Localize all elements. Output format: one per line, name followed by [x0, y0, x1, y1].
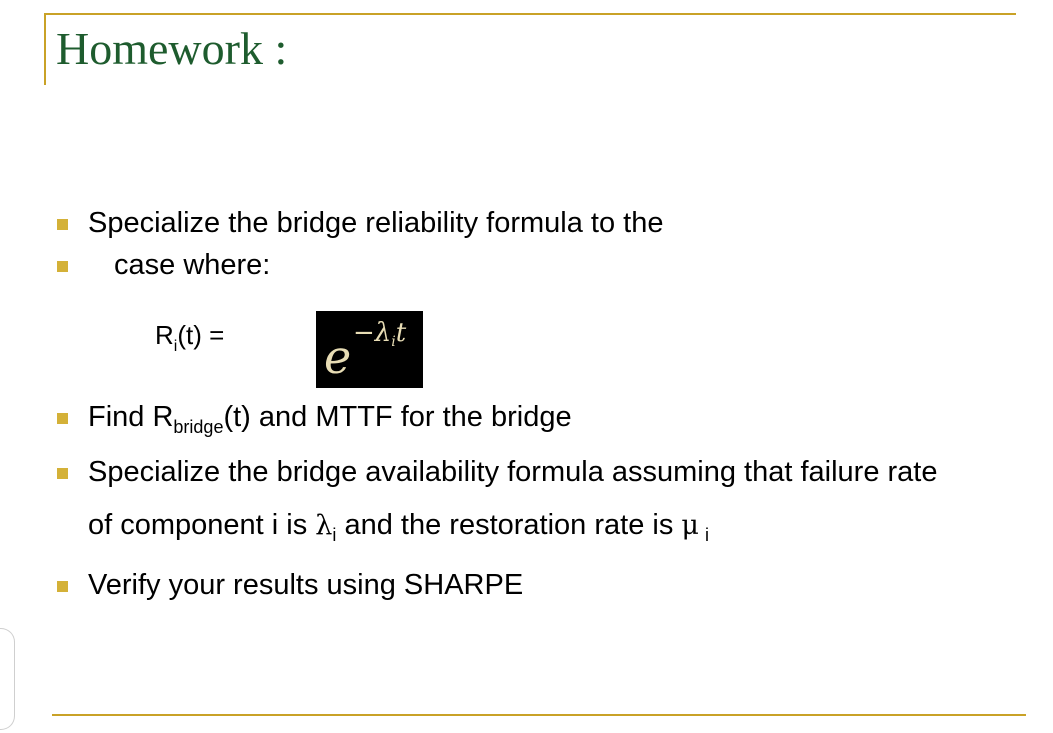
b3-sub: bridge	[173, 417, 224, 437]
bullet-text-2: case where:	[114, 249, 271, 281]
mu-symbol: μ	[681, 510, 699, 541]
left-rule	[44, 13, 46, 85]
formula-lhs-r: R	[155, 320, 174, 350]
formula-exp-pre: −λ	[353, 318, 392, 348]
bullet-marker	[57, 261, 68, 272]
formula-exponent	[353, 318, 407, 350]
bullet-text-4a: Specialize the bridge availability formula assuming that failure rate	[88, 456, 938, 488]
b4-mid: and the restoration rate is	[336, 509, 682, 541]
lambda-symbol: λ	[315, 510, 333, 541]
formula-label	[155, 320, 225, 355]
bullet-marker	[57, 413, 68, 424]
bullet-text-3	[88, 401, 572, 437]
formula-lhs-sub: i	[173, 338, 178, 355]
bullet-marker	[57, 581, 68, 592]
top-rule	[44, 13, 1016, 15]
mu-sub: i	[704, 525, 709, 545]
formula-exp-sub: i	[391, 334, 396, 350]
bottom-rule	[52, 714, 1026, 716]
b4-pre: of component i is	[88, 509, 316, 541]
formula-image	[316, 311, 423, 388]
slide-title: Homework :	[56, 23, 288, 74]
bullet-text-5: Verify your results using SHARPE	[88, 569, 524, 601]
formula-exp-post: t	[395, 318, 407, 348]
bullet-marker	[57, 219, 68, 230]
bullet-marker	[57, 468, 68, 479]
formula-lhs-post: (t) =	[177, 320, 225, 350]
lambda-sub: i	[332, 525, 337, 545]
window-edge	[0, 628, 15, 730]
b3-pre: Find R	[88, 401, 174, 433]
b3-post: (t) and MTTF for the bridge	[223, 401, 572, 433]
bullet-text-1: Specialize the bridge reliability formula to the	[88, 207, 664, 239]
bullet-text-4b	[88, 509, 709, 545]
formula-base: e	[324, 330, 352, 384]
